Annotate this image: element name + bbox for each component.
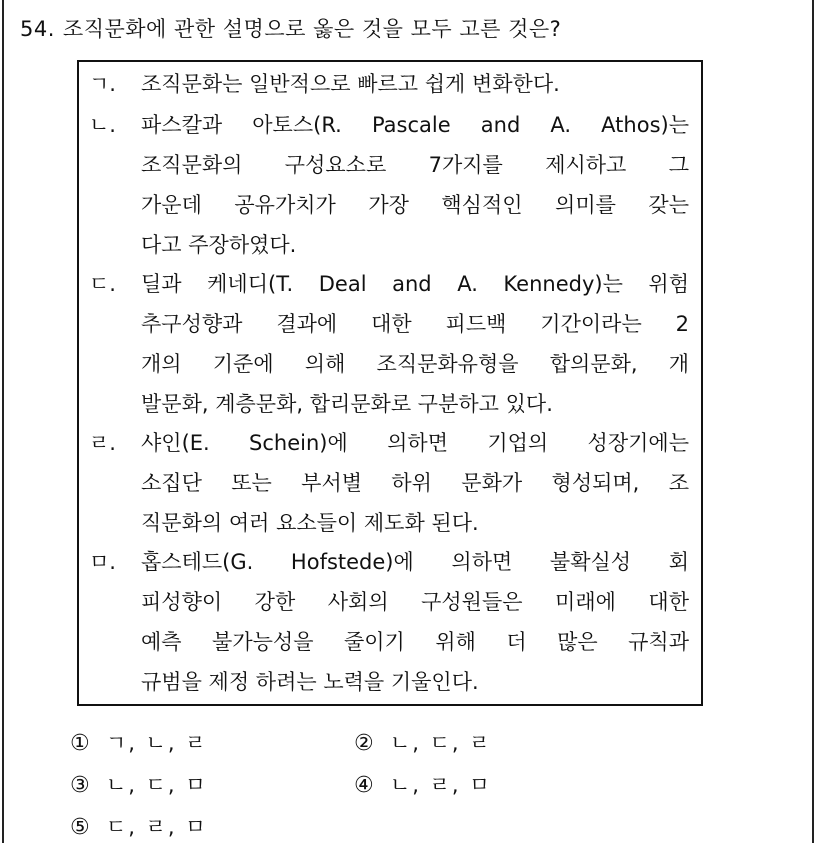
statement-line: 홉스테드(G. Hofstede)에 의하면 불확실성 회 [141,550,689,574]
option-3[interactable] [70,768,208,803]
statement-line: 다고 주장하였다. [141,233,297,257]
statement-line: 예측 불가능성을 줄이기 위해 더 많은 규칙과 [141,630,689,654]
statement-line: 추구성향과 결과에 대한 피드백 기간이라는 2 [141,312,689,336]
statement-marker: ㄹ. [89,431,116,455]
statement-nieun [89,105,689,265]
statement-rieul [89,423,689,543]
statement-mieum [89,542,689,702]
statement-marker: ㅁ. [89,550,116,574]
statement-line: 가운데 공유가치가 가장 핵심적인 의미를 갖는 [141,193,689,217]
statement-line: 직문화의 여러 요소들이 제도화 된다. [141,511,479,535]
option-2[interactable] [354,726,492,761]
option-text: ㄷ, ㄹ, ㅁ [106,815,208,839]
option-text: ㄴ, ㄷ, ㄹ [390,731,492,755]
statement-line: 규범을 제정 하려는 노력을 기울인다. [141,670,479,694]
statement-marker: ㄷ. [89,272,116,296]
option-text: ㄴ, ㄷ, ㅁ [106,773,208,797]
option-number: ③ [70,773,92,798]
question-number: 54. [20,17,55,41]
option-1[interactable] [70,726,208,761]
option-number: ⑤ [70,815,92,840]
statement-box [77,60,703,706]
option-number: ① [70,731,92,756]
statement-marker: ㄴ. [89,113,116,137]
option-number: ② [354,731,376,756]
statement-marker: ㄱ. [89,72,116,96]
statement-line: 파스칼과 아토스(R. Pascale and A. Athos)는 [141,113,689,137]
statement-digeut [89,264,689,424]
statement-line: 딜과 케네디(T. Deal and A. Kennedy)는 위험 [141,272,689,296]
statement-line: 조직문화의 구성요소로 7가지를 제시하고 그 [141,153,689,177]
question-stem [20,14,561,44]
statement-line: 소집단 또는 부서별 하위 문화가 형성되며, 조 [141,471,689,495]
option-number: ④ [354,773,376,798]
option-4[interactable] [354,768,492,803]
option-text: ㄱ, ㄴ, ㄹ [106,731,208,755]
statement-giyeok [89,64,689,104]
statement-line: 조직문화는 일반적으로 빠르고 쉽게 변화한다. [141,72,560,96]
statement-line: 개의 기준에 의해 조직문화유형을 합의문화, 개 [141,352,689,376]
question-text: 조직문화에 관한 설명으로 옳은 것을 모두 고른 것은? [62,17,562,41]
statement-line: 피성향이 강한 사회의 구성원들은 미래에 대한 [141,590,689,614]
page-right-border [812,0,814,843]
statement-line: 샤인(E. Schein)에 의하면 기업의 성장기에는 [141,431,689,455]
statement-line: 발문화, 계층문화, 합리문화로 구분하고 있다. [141,392,553,416]
page-left-border [2,0,4,843]
option-text: ㄴ, ㄹ, ㅁ [390,773,492,797]
option-5[interactable] [70,810,208,845]
